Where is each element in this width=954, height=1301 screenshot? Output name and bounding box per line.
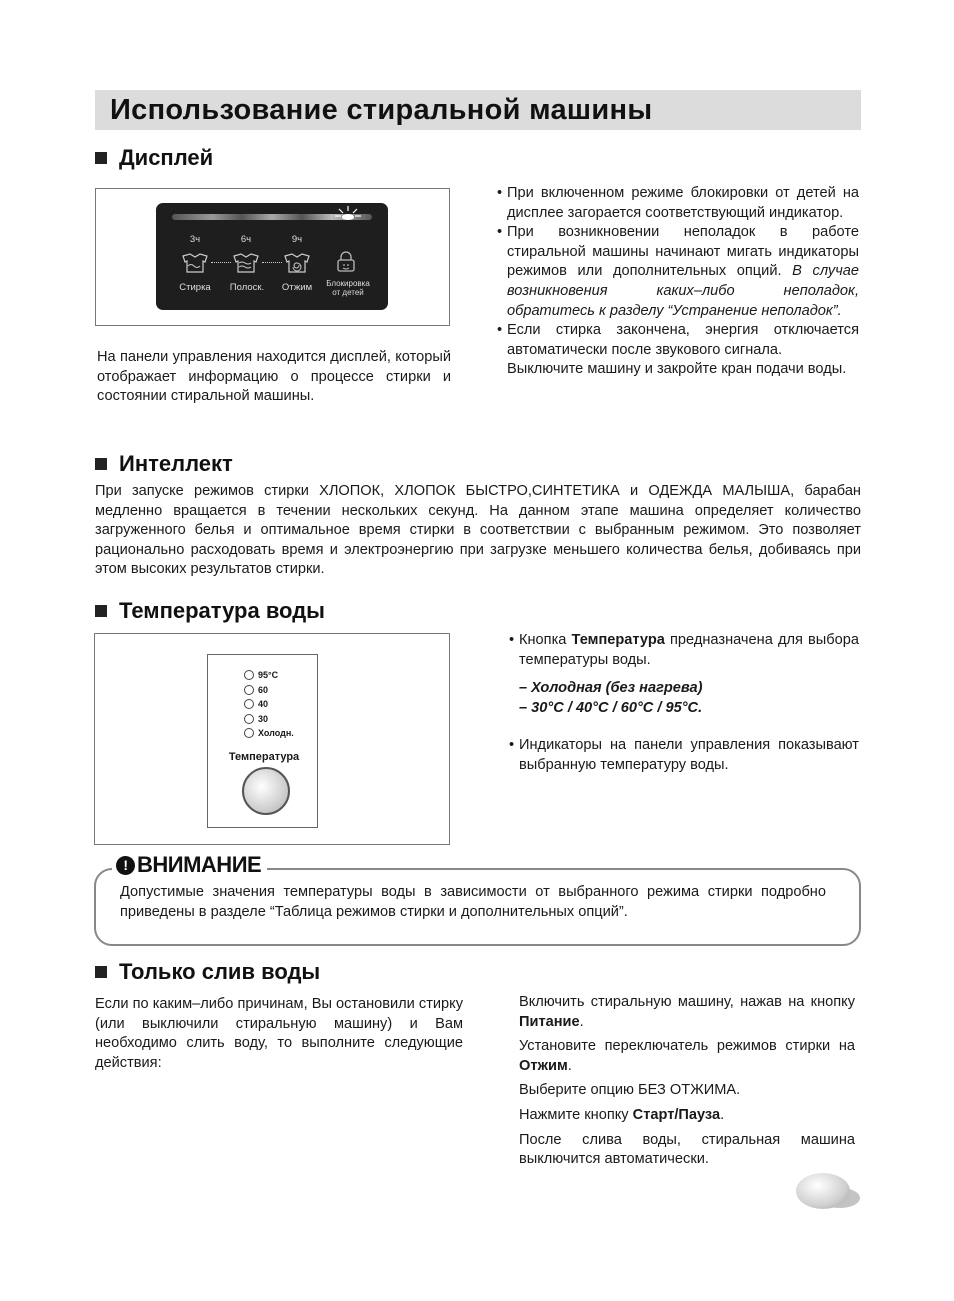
indicator-circle-icon — [244, 714, 254, 724]
step-text: Включить стиральную машину, нажав на кнопку — [519, 994, 855, 1010]
temp-option-60[interactable] — [244, 683, 294, 698]
section-heading-water-temp — [95, 598, 325, 624]
wash-label: Стирка — [179, 282, 211, 293]
list-item: • Кнопка Температура предназначена для выбора температуры воды. — [509, 632, 859, 668]
drain-step: Нажмите кнопку Старт/Пауза. — [519, 1106, 725, 1123]
hour-label-9: 9ч — [291, 234, 303, 245]
wash-icon — [180, 252, 210, 274]
spin-label: Отжим — [281, 282, 313, 293]
section-heading-drain — [95, 959, 320, 985]
temp-values — [509, 679, 859, 718]
page-title: Использование стиральной машины — [110, 94, 653, 126]
square-bullet-icon — [95, 458, 107, 470]
temp-button[interactable] — [242, 767, 290, 815]
rinse-icon — [231, 252, 261, 274]
temp-button-label: Температура — [228, 751, 300, 763]
drain-intro: Если по каким–либо причинам, Вы остановили стирку (или выключили стиральную машину) и Вам необходимо слить воду, то выполните следующие действия: — [95, 996, 463, 1071]
hour-label-3: 3ч — [189, 234, 201, 245]
bullet-text: При включенном режиме блокировки от детей на дисплее загорается соответствующий индикатор. — [507, 185, 859, 221]
section-heading-display — [95, 145, 213, 171]
dotted-connector — [211, 262, 231, 263]
temp-option-label: 30 — [258, 713, 269, 724]
spin-icon — [282, 252, 312, 274]
drain-step: Установите переключатель режимов стирки на Отжим. — [519, 1038, 855, 1074]
temp-option-30[interactable] — [244, 712, 294, 727]
step-bold-text: Питание — [519, 1013, 580, 1030]
display-bullets — [497, 184, 859, 380]
indicator-circle-icon — [244, 670, 254, 680]
temp-option-label: 95°C — [258, 670, 279, 681]
child-lock-label-line1: Блокировка — [326, 279, 370, 288]
lock-light-icon — [334, 204, 362, 226]
step-bold-text: Отжим — [519, 1057, 568, 1074]
temp-option-label: Холодн. — [258, 728, 294, 739]
step-text: Нажмите кнопку — [519, 1106, 629, 1123]
bullet-text: Индикаторы на панели управления показывают выбранную температуру воды. — [519, 737, 859, 773]
temp-option-40[interactable] — [244, 697, 294, 712]
bullet-text: При возникновении неполадок в работе стиральной машины начинают мигать индикаторы режимов или дополнительных опций. — [507, 224, 859, 280]
bullet-bold-text: Температура — [571, 632, 665, 648]
rinse-label: Полоск. — [229, 282, 265, 293]
temp-option-label: 40 — [258, 699, 269, 710]
bullet-text: предназначена для выбора температуры воды. — [519, 632, 859, 668]
section-heading-text: Температура воды — [119, 598, 325, 623]
list-item: • Индикаторы на панели управления показывают выбранную температуру воды. — [509, 737, 859, 773]
list-item: • Если стирка закончена, энергия отключается автоматически после звукового сигнала. — [497, 322, 859, 358]
drain-step: Выберите опцию БЕЗ ОТЖИМА. — [519, 1082, 741, 1099]
hour-label-6: 6ч — [240, 234, 252, 245]
list-item: • При включенном режиме блокировки от детей на дисплее загорается соответствующий индикатор. — [497, 185, 859, 221]
indicator-circle-icon — [244, 699, 254, 709]
drain-steps — [519, 993, 855, 1175]
temp-values-line2: – 30°C / 40°C / 60°C / 95°C. — [519, 699, 703, 716]
square-bullet-icon — [95, 605, 107, 617]
warning-text: Допустимые значения температуры воды в зависимости от выбранного режима стирки подробно приведены в разделе “Таблица режимов стирки и дополнительных опций”. — [120, 884, 826, 920]
step-text: Установите переключатель режимов стирки на — [519, 1038, 855, 1055]
list-item-continuation — [497, 360, 859, 380]
dotted-connector — [262, 262, 282, 263]
temp-option-95[interactable] — [244, 668, 294, 683]
exclamation-icon: ! — [116, 856, 135, 875]
child-lock-label-line2: от детей — [332, 288, 364, 297]
bullet-italic-text: В случае возникновения каких–либо неполадок, обратитесь к разделу “Устранение неполадок”. — [507, 263, 859, 319]
temp-options-list — [244, 668, 294, 741]
drain-step: Включить стиральную машину, нажав на кнопку Питание. — [519, 994, 855, 1030]
indicator-circle-icon — [244, 685, 254, 695]
temp-option-cold[interactable] — [244, 726, 294, 741]
step-bold-text: Старт/Пауза — [632, 1106, 721, 1123]
square-bullet-icon — [95, 152, 107, 164]
section-heading-text: Только слив воды — [119, 959, 321, 984]
bullet-text: Выключите машину и закройте кран подачи воды. — [507, 361, 847, 378]
section-heading-text: Интеллект — [119, 451, 233, 476]
section-heading-text: Дисплей — [119, 145, 214, 170]
indicator-circle-icon — [244, 728, 254, 738]
temp-values-line1: – Холодная (без нагрева) — [519, 680, 703, 697]
child-lock-label — [318, 279, 378, 297]
display-description: На панели управления находится дисплей, который отображает информацию о процессе стирки и состоянии стиральной машины. — [97, 349, 451, 405]
bullet-text: Если стирка закончена, энергия отключается автоматически после звукового сигнала. — [507, 322, 859, 358]
drain-step: После слива воды, стиральная машина выключится автоматически. — [519, 1131, 855, 1168]
list-item: • При возникновении неполадок в работе стиральной машины начинают мигать индикаторы режимов или дополнительных опций. В случае возникновения каких–либо неполадок, обратитесь к разделу “Устранение неполадок”. — [497, 224, 859, 319]
temp-option-label: 60 — [258, 684, 269, 695]
intellect-text: При запуске режимов стирки ХЛОПОК, ХЛОПОК БЫСТРО,СИНТЕТИКА и ОДЕЖДА МАЛЫША, барабан медленно вращается в течении нескольких секунд. На данном этапе машина определяет количество загруженного белья и оптимальное время стирки в соответствии с выбранным режимом. Это позволяет рационально расходовать время и электроэнергию при загрузке меньшего количества белья, добиваясь при этом высоких результатов стирки. — [95, 483, 861, 578]
section-heading-intellect — [95, 451, 233, 477]
warning-title-text: ВНИМАНИЕ — [137, 852, 262, 877]
bullet-text: Кнопка — [519, 632, 567, 648]
square-bullet-icon — [95, 966, 107, 978]
temp-description — [509, 631, 859, 776]
child-lock-icon — [334, 250, 358, 274]
warning-title — [112, 852, 267, 878]
page-number-badge — [796, 1173, 850, 1209]
